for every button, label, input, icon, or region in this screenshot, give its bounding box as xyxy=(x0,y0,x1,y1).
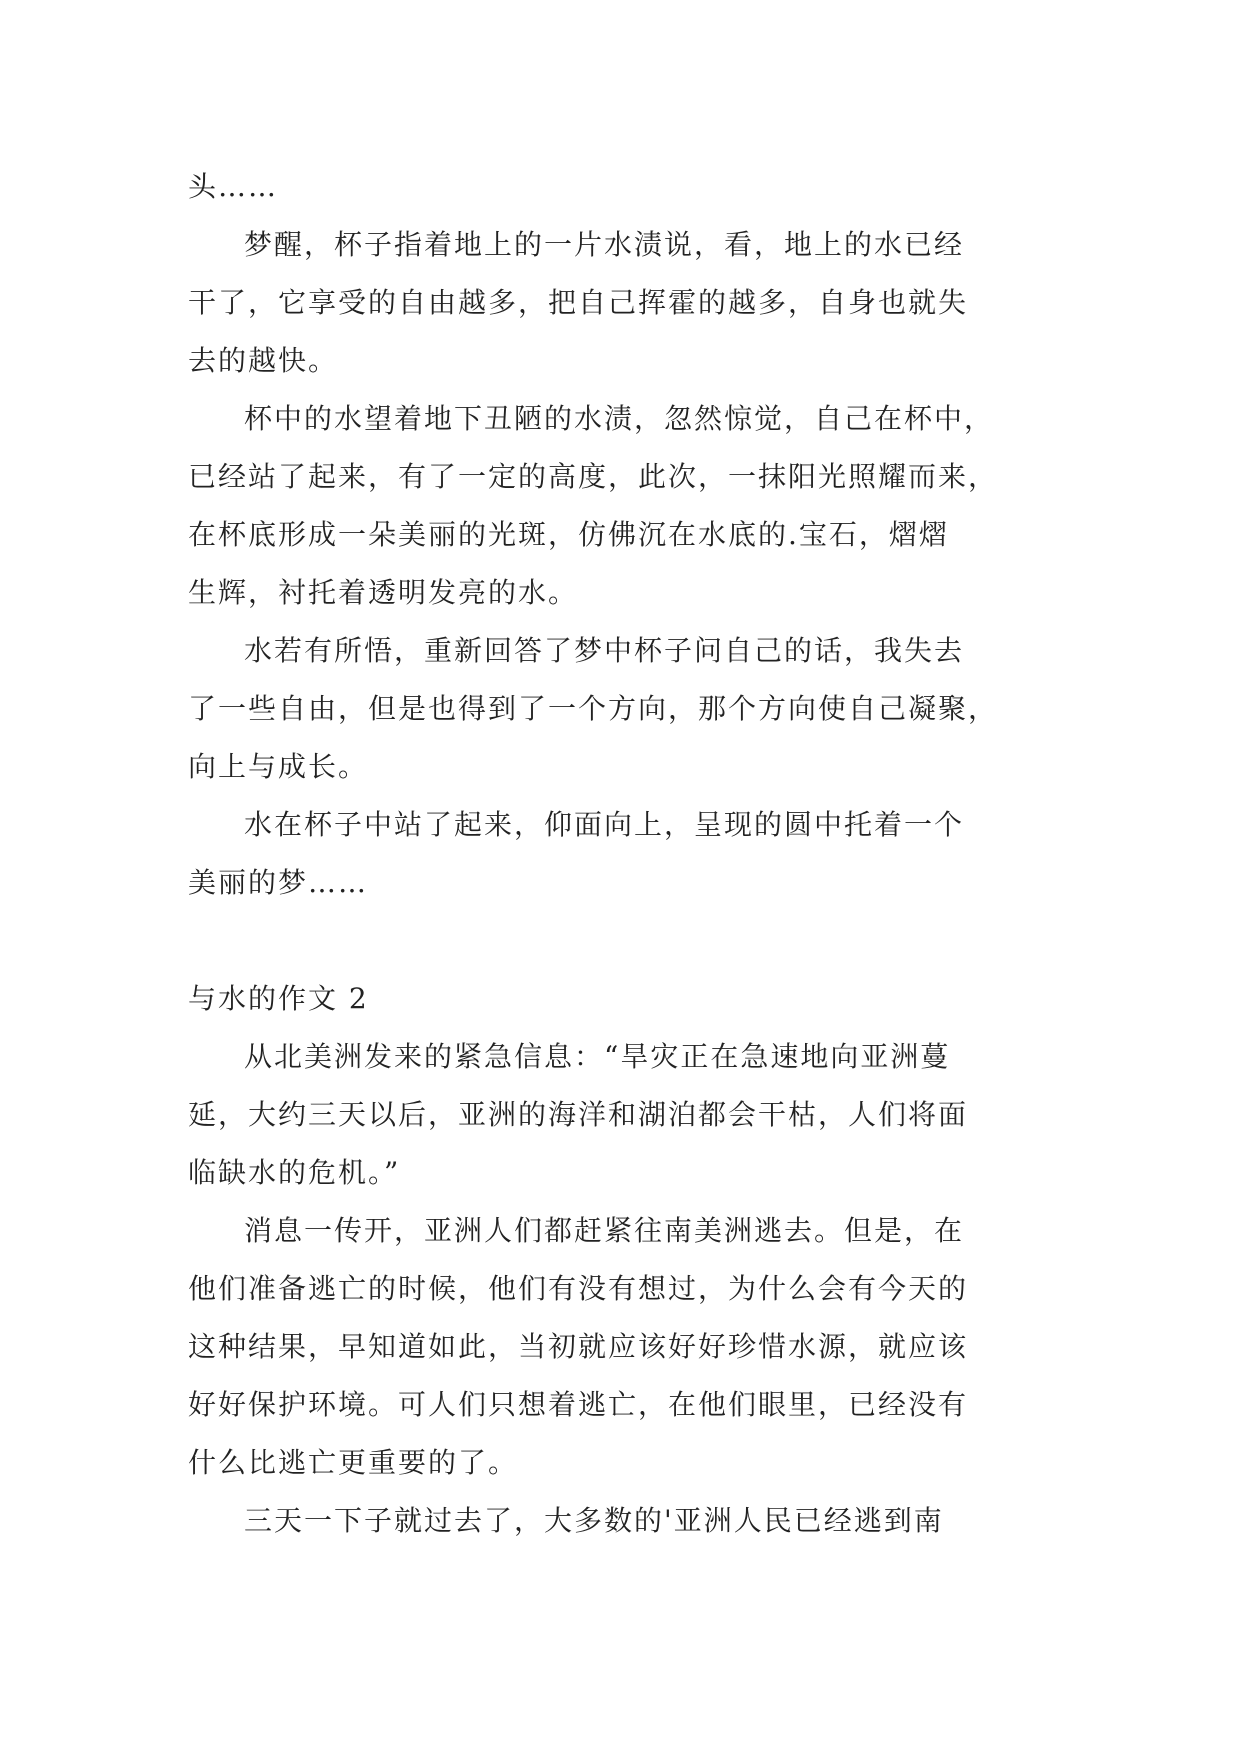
text-line: 他们准备逃亡的时候，他们有没有想过，为什么会有今天的 xyxy=(188,1272,969,1305)
paragraph-urgent-message xyxy=(188,1028,1058,1202)
paragraph-water-in-cup xyxy=(188,390,1058,622)
paragraph-realization xyxy=(188,622,1058,796)
text-line: 什么比逃亡更重要的了。 xyxy=(188,1446,519,1479)
paragraph-escape xyxy=(188,1202,1058,1492)
paragraph-standing-up xyxy=(188,796,1058,912)
text-line: 在杯底形成一朵美丽的光斑，仿佛沉在水底的.宝石，熠熠 xyxy=(188,518,949,551)
section-title: 与水的作文 2 xyxy=(188,982,369,1015)
text-line: 干了，它享受的自由越多，把自己挥霍的越多，自身也就失 xyxy=(188,286,969,319)
text-line: 这种结果，早知道如此，当初就应该好好珍惜水源，就应该 xyxy=(188,1330,969,1363)
text-line: 临缺水的危机。” xyxy=(188,1156,401,1189)
text-line: 三天一下子就过去了，大多数的'亚洲人民已经逃到南 xyxy=(244,1504,944,1537)
paragraph-continuation xyxy=(188,158,1058,216)
text-line: 梦醒，杯子指着地上的一片水渍说，看，地上的水已经 xyxy=(244,228,965,261)
text-line: 去的越快。 xyxy=(188,344,339,377)
text-line: 生辉，衬托着透明发亮的水。 xyxy=(188,576,579,609)
paragraph-three-days xyxy=(188,1492,1058,1550)
text-line: 美丽的梦…… xyxy=(188,866,369,899)
text-line: 延，大约三天以后，亚洲的海洋和湖泊都会干枯，人们将面 xyxy=(188,1098,969,1131)
text-line: 杯中的水望着地下丑陋的水渍，忽然惊觉，自己在杯中， xyxy=(244,402,995,435)
text-line: 消息一传开，亚洲人们都赶紧往南美洲逃去。但是，在 xyxy=(244,1214,965,1247)
text-line: 了一些自由，但是也得到了一个方向，那个方向使自己凝聚， xyxy=(188,692,999,725)
text-line: 水若有所悟，重新回答了梦中杯子问自己的话，我失去 xyxy=(244,634,965,667)
paragraph-dream-awakening xyxy=(188,216,1058,390)
text-line: 头…… xyxy=(188,170,279,203)
text-line: 已经站了起来，有了一定的高度，此次，一抹阳光照耀而来， xyxy=(188,460,999,493)
text-line: 水在杯子中站了起来，仰面向上，呈现的圆中托着一个 xyxy=(244,808,965,841)
text-line: 从北美洲发来的紧急信息：“旱灾正在急速地向亚洲蔓 xyxy=(244,1040,951,1073)
text-line: 向上与成长。 xyxy=(188,750,369,783)
section-gap xyxy=(188,912,1058,970)
document-body xyxy=(188,158,1058,1550)
text-line: 好好保护环境。可人们只想着逃亡，在他们眼里，已经没有 xyxy=(188,1388,969,1421)
